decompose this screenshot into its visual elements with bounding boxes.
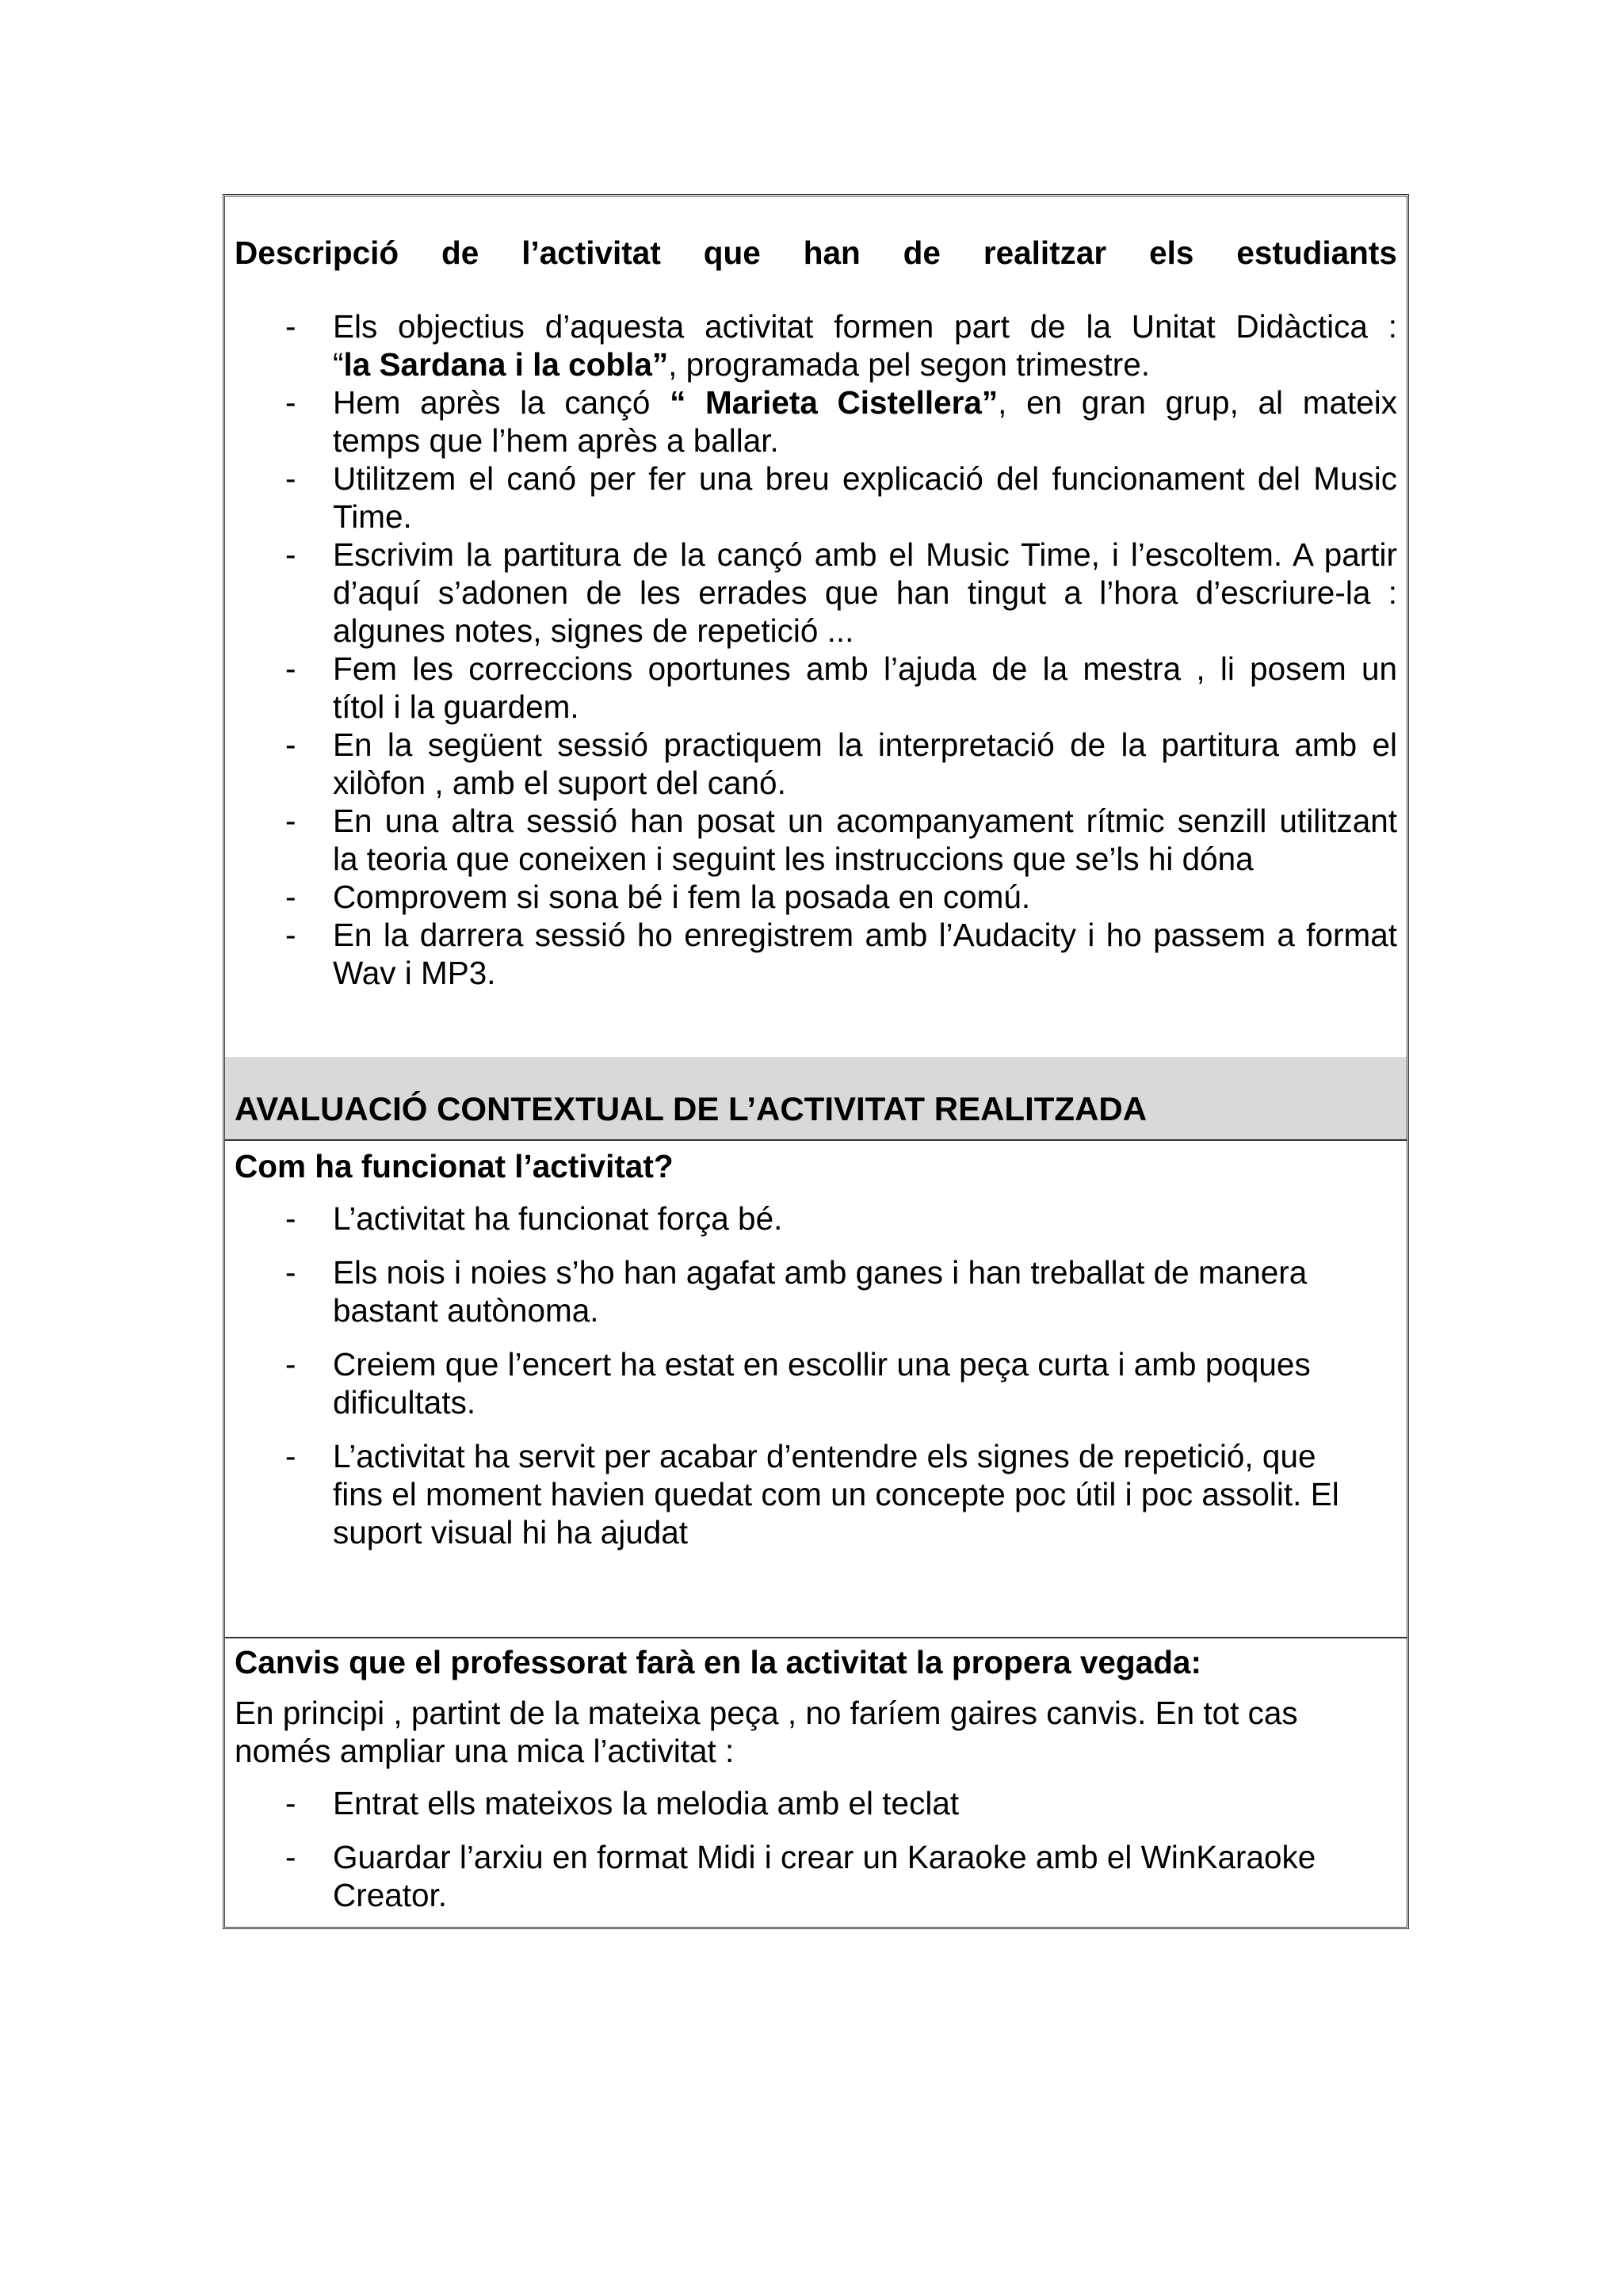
evaluation-title: AVALUACIÓ CONTEXTUAL DE L’ACTIVITAT REALITZADA xyxy=(235,1090,1148,1127)
list-item-text: bastant autònoma. xyxy=(333,1292,599,1329)
list-dash: - xyxy=(285,917,296,953)
list-item-text: Fem les correccions oportunes amb l’ajuda de la mestra , li posem un xyxy=(333,650,1397,687)
list-item-text: fins el moment havien quedat com un concepte poc útil i poc assolit. El xyxy=(333,1476,1339,1512)
list-dash: - xyxy=(285,803,296,839)
list-item-text: xilòfon , amb el suport del canó. xyxy=(333,765,786,801)
list-item-text: la teoria que coneixen i seguint les instruccions que se’ls hi dóna xyxy=(333,841,1254,877)
list-dash: - xyxy=(285,1785,296,1821)
list-dash: - xyxy=(285,1839,296,1875)
list-dash: - xyxy=(285,460,296,497)
evaluation-question: Com ha funcionat l’activitat? xyxy=(235,1148,674,1184)
list-item-text: suport visual hi ha ajudat xyxy=(333,1514,689,1550)
changes-intro: En principi , partint de la mateixa peça , no faríem gaires canvis. En tot cas només ampliar una mica l’activitat : xyxy=(235,1695,1298,1769)
list-item-text: d’aquí s’adonen de les errades que han tingut a l’hora d’escriure-la : xyxy=(333,574,1397,611)
section-divider xyxy=(225,1139,1407,1141)
list-item-text: Els nois i noies s’ho han agafat amb ganes i han treballat de manera xyxy=(333,1254,1308,1291)
changes-heading: Canvis que el professorat farà en la activitat la propera vegada: xyxy=(235,1644,1201,1680)
list-dash: - xyxy=(285,308,296,345)
list-item-text: Entrat ells mateixos la melodia amb el teclat xyxy=(333,1785,960,1821)
list-dash: - xyxy=(285,384,296,421)
list-item-text: Wav i MP3. xyxy=(333,955,496,991)
list-item-text: Escrivim la partitura de la cançó amb el Music Time, i l’escoltem. A partir xyxy=(333,536,1397,573)
activity-document-table xyxy=(223,194,1409,1929)
description-heading: Descripció de l’activitat que han de realitzar els estudiants xyxy=(235,235,1397,271)
list-item-text: Utilitzem el canó per fer una breu explicació del funcionament del Music xyxy=(333,460,1397,497)
list-item-text: “la Sardana i la cobla”, programada pel segon trimestre. xyxy=(333,346,1150,383)
list-dash: - xyxy=(285,536,296,573)
list-item-text: títol i la guardem. xyxy=(333,688,579,725)
list-item-text: Hem après la cançó “ Marieta Cistellera”, en gran grup, al mateix xyxy=(333,384,1397,421)
list-item-text: temps que l’hem après a ballar. xyxy=(333,422,779,459)
list-dash: - xyxy=(285,1254,296,1291)
list-dash: - xyxy=(285,1200,296,1237)
list-dash: - xyxy=(285,650,296,687)
list-dash: - xyxy=(285,727,296,763)
list-item-text: Creiem que l’encert ha estat en escollir una peça curta i amb poques xyxy=(333,1346,1311,1383)
list-item-text: L’activitat ha servit per acabar d’entendre els signes de repetició, que xyxy=(333,1438,1316,1474)
list-item-text: En la següent sessió practiquem la interpretació de la partitura amb el xyxy=(333,727,1397,763)
section-divider xyxy=(225,1637,1407,1638)
list-item-text: algunes notes, signes de repetició ... xyxy=(333,612,854,649)
list-item-text: En una altra sessió han posat un acompanyament rítmic senzill utilitzant xyxy=(333,803,1397,839)
list-item-text: Comprovem si sona bé i fem la posada en comú. xyxy=(333,879,1031,915)
list-item-text: Time. xyxy=(333,498,412,535)
list-item-text: Guardar l’arxiu en format Midi i crear un Karaoke amb el WinKaraoke xyxy=(333,1839,1316,1875)
list-dash: - xyxy=(285,879,296,915)
list-item-text: L’activitat ha funcionat força bé. xyxy=(333,1200,783,1237)
list-item-text: Els objectius d’aquesta activitat formen part de la Unitat Didàctica : xyxy=(333,308,1397,345)
list-dash: - xyxy=(285,1346,296,1383)
list-item-text: En la darrera sessió ho enregistrem amb l’Audacity i ho passem a format xyxy=(333,917,1397,953)
list-item-text: dificultats. xyxy=(333,1384,476,1421)
list-item-text: Creator. xyxy=(333,1877,448,1913)
list-dash: - xyxy=(285,1438,296,1474)
